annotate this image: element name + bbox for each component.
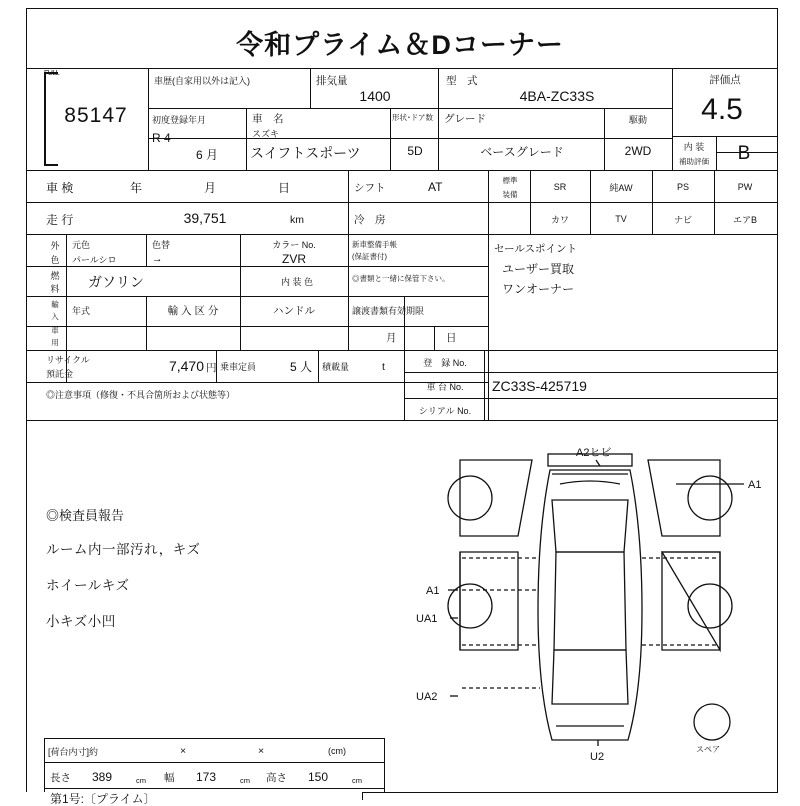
equipment-airbag: エアB — [732, 214, 757, 225]
first-registration-era: R 4 — [152, 131, 171, 145]
first-registration-label: 初度登録年月 — [152, 114, 207, 125]
rule — [148, 68, 149, 170]
equipment-tv: TV — [615, 214, 627, 224]
diagram-label-spare: スペア — [696, 745, 720, 754]
fuel-value: ガソリン — [88, 274, 144, 290]
shift-value: AT — [428, 180, 443, 194]
bed-length-unit: cm — [136, 775, 146, 785]
diagram-label-ua1: UA1 — [416, 613, 438, 625]
registration-no-value — [492, 352, 762, 372]
recycle-label-1: リサイクル — [46, 355, 90, 365]
bed-height-unit: cm — [352, 775, 362, 785]
recycle-unit: 円 — [206, 361, 217, 374]
drive-label: 駆動 — [628, 114, 647, 125]
service-manual-note: ◎書類と一緒に保管下さい。 — [352, 273, 450, 283]
score-label: 評価点 — [709, 73, 741, 86]
inspector-report — [46, 505, 346, 646]
rule — [44, 762, 384, 763]
inspector-report-line-3: 小キズ小凹 — [46, 614, 116, 629]
bed-width-unit: cm — [240, 775, 250, 785]
fuel-label-2: 料 — [50, 283, 60, 294]
inspection-year: 年 — [130, 180, 143, 195]
rule — [488, 202, 778, 203]
interior-grade: B — [737, 143, 751, 164]
rule — [384, 738, 385, 792]
rule — [488, 170, 489, 420]
sales-point-line-2: ワンオーナー — [502, 281, 575, 296]
inspection-label: 車 検 — [46, 180, 74, 195]
recycle-label-2: 預託金 — [46, 369, 74, 379]
load-label: 積載量 — [322, 361, 350, 372]
color-no-value: ZVR — [282, 252, 306, 266]
body-type-label: 形状･ドア数 — [392, 112, 434, 122]
rule — [26, 68, 778, 69]
inspection-month: 月 — [204, 180, 217, 195]
chassis-no-value: ZC33S-425719 — [492, 378, 587, 394]
bed-length-value: 389 — [92, 770, 113, 784]
load-unit: t — [382, 361, 385, 373]
import-label-1: 輸 — [51, 299, 59, 309]
rule — [488, 234, 778, 235]
fuel-label-1: 燃 — [50, 270, 60, 281]
inspection-day: 日 — [278, 180, 291, 195]
recycle-value: 7,470 — [168, 358, 204, 374]
lot-number: 85147 — [64, 104, 128, 127]
equipment-aw: 純AW — [609, 182, 633, 193]
bed-width-value: 173 — [196, 770, 217, 784]
history-label: 車歴(自家用以外は記入) — [154, 75, 250, 86]
car-name-value: スイフトスポーツ — [250, 145, 361, 161]
inspector-report-line-1: ルーム内一部汚れ，キズ — [46, 542, 201, 557]
inspector-report-heading: ◎検査員報告 — [46, 508, 125, 523]
equipment-ps: PS — [676, 182, 689, 192]
rule — [348, 170, 349, 234]
rule — [26, 170, 778, 171]
color-no-label: カラー No. — [272, 239, 316, 250]
bed-length-label: 長さ — [50, 771, 71, 784]
grade-value: ベースグレード — [480, 144, 564, 159]
rule — [362, 792, 778, 793]
first-registration-month: 6 月 — [196, 147, 219, 162]
bed-unit-note: (cm) — [328, 746, 346, 756]
bed-height-label: 高さ — [266, 771, 287, 784]
bed-width-label: 幅 — [164, 771, 175, 784]
rule — [26, 296, 488, 297]
transfer-deadline-label: 譲渡書類有効期限 — [352, 305, 425, 316]
exterior-label-2: 色 — [50, 254, 60, 265]
sheet-footer-label: 第1号:〔プライム〕 — [50, 791, 156, 806]
car-name-label: 車 名 — [252, 112, 284, 125]
equipment-navi: ナビ — [673, 214, 692, 225]
bed-heading: [荷台内寸]約 — [48, 746, 99, 757]
bed-times-1: × — [180, 745, 187, 757]
rule — [44, 738, 45, 792]
service-manual-sub-label: (保証書付) — [352, 251, 387, 261]
rule — [362, 792, 363, 800]
diagram-label-ua2: UA2 — [416, 691, 438, 703]
import-label-4: 用 — [51, 337, 59, 347]
original-color-value: パールシロ — [72, 254, 117, 265]
rule — [146, 234, 147, 266]
chassis-no-label: 車 台 No. — [426, 381, 464, 392]
registration-no-label: 登 録 No. — [423, 357, 467, 368]
import-label-2: 入 — [51, 311, 59, 321]
drive-value: 2WD — [624, 144, 652, 158]
transfer-month: 月 — [386, 331, 397, 344]
notes-label: ◎注意事項（修復・不具合箇所および状態等） — [46, 389, 236, 400]
rule — [438, 68, 439, 108]
diagram-label-u2: U2 — [590, 751, 605, 763]
rule — [44, 738, 384, 739]
equipment-sr: SR — [553, 182, 567, 192]
shift-label: シフト — [354, 181, 386, 194]
seats-value: 5 人 — [289, 359, 312, 374]
score-value: 4.5 — [701, 93, 743, 126]
repaint-label: 色替 — [152, 239, 171, 250]
service-manual-label: 新車整備手帳 — [352, 239, 397, 249]
rule — [240, 234, 241, 266]
import-label-3: 車 — [51, 325, 59, 335]
interior-sub-label: 補助評価 — [679, 156, 709, 166]
body-type-value: 5D — [407, 144, 423, 158]
sales-point-label: セールスポイント — [494, 242, 578, 255]
mileage-unit: km — [290, 214, 304, 226]
bed-height-value: 150 — [308, 770, 329, 784]
import-zone-label: 輸 入 区 分 — [167, 304, 219, 317]
diagram-label-a2: A2ヒビ — [576, 447, 612, 459]
page-title: 令和プライム＆Dコーナー — [236, 29, 564, 60]
repaint-value: → — [152, 253, 163, 265]
serial-no-label: シリアル No. — [418, 405, 472, 416]
sales-point-line-1: ユーザー買取 — [502, 261, 575, 276]
rule — [434, 326, 435, 350]
diagram-label-a1-right: A1 — [748, 479, 762, 491]
rule — [240, 266, 241, 296]
equipment-pw: PW — [737, 182, 753, 192]
rule — [310, 68, 311, 108]
diagram-label-a1-left: A1 — [426, 585, 440, 597]
serial-no-value — [492, 400, 762, 420]
interior-color-label: 内 装 色 — [280, 276, 313, 287]
model-value: 4BA-ZC33S — [519, 88, 595, 104]
equipment-leather: カワ — [550, 214, 569, 225]
seats-label: 乗車定員 — [220, 361, 257, 372]
original-color-label: 元色 — [72, 239, 91, 250]
damage-diagram — [400, 440, 780, 780]
maker-value: スズキ — [252, 128, 280, 139]
rule — [348, 296, 349, 350]
ac-label: 冷 房 — [354, 213, 386, 226]
displacement-label: 排気量 — [316, 74, 348, 87]
damage-diagram-svg — [400, 440, 780, 780]
rule — [26, 420, 778, 421]
exterior-label-1: 外 — [50, 240, 60, 251]
handle-label: ハンドル — [273, 304, 315, 317]
grade-label: グレード — [444, 112, 486, 125]
displacement-value: 1400 — [359, 88, 391, 104]
interior-label: 内 装 — [683, 141, 705, 152]
mileage-value: 39,751 — [183, 210, 227, 226]
transfer-day: 日 — [446, 331, 457, 344]
import-year-label: 年式 — [72, 305, 91, 316]
rule — [348, 234, 349, 296]
mileage-label: 走 行 — [46, 212, 74, 227]
rule — [484, 350, 485, 420]
rule — [240, 296, 241, 350]
equipment-label-1: 標準 — [502, 176, 518, 185]
bed-times-2: × — [258, 745, 265, 757]
equipment-label-2: 装備 — [502, 190, 518, 199]
lot-tag-label: FULL — [44, 70, 60, 77]
model-label: 型 式 — [446, 74, 478, 87]
inspector-report-line-2: ホイールキズ — [46, 578, 130, 593]
